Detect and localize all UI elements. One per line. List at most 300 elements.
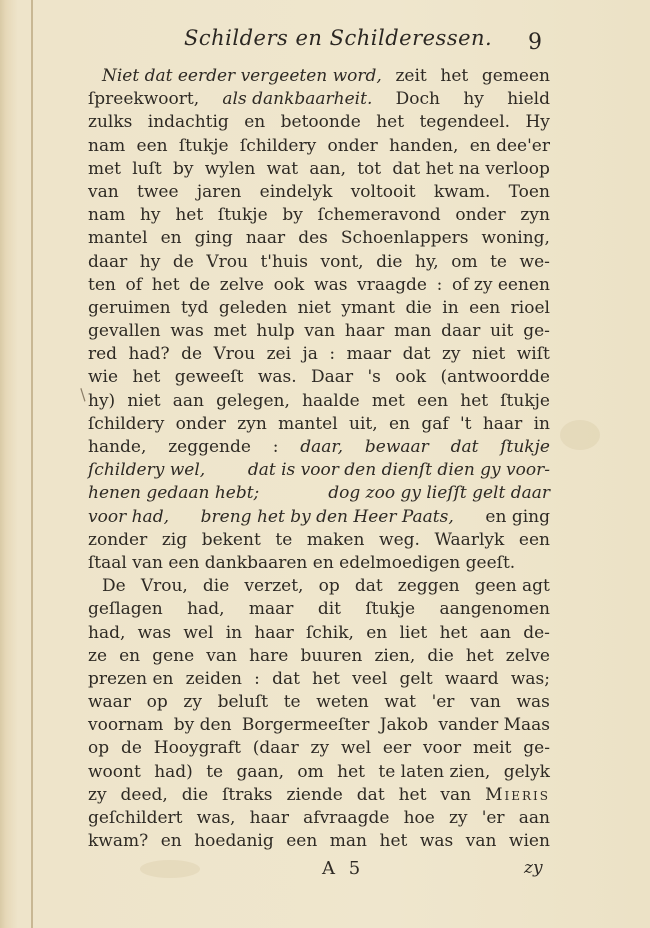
word: van — [440, 784, 472, 805]
word: wie — [88, 367, 119, 388]
word: op — [88, 738, 110, 759]
word: ziende — [286, 784, 343, 805]
word: eindelyk — [259, 181, 333, 202]
word: 't — [460, 413, 472, 434]
word: Vrou — [206, 251, 248, 272]
word: was — [419, 831, 454, 852]
text-line — [88, 135, 550, 158]
word: met — [88, 158, 122, 179]
word: van — [206, 645, 237, 666]
word: man — [394, 321, 432, 342]
word: was — [137, 622, 172, 643]
word: tot — [357, 158, 382, 179]
word: beluſt — [217, 692, 269, 713]
word: (daar — [252, 738, 299, 759]
word: niet — [127, 390, 161, 411]
word: wat — [266, 158, 299, 179]
word: daar — [441, 321, 481, 342]
word: voltooit — [350, 181, 416, 202]
word: aan — [172, 390, 205, 411]
word: hy — [139, 251, 161, 272]
word: zig — [161, 529, 188, 550]
word: : — [272, 437, 279, 457]
paper-stain — [560, 420, 600, 450]
word: Niet dat eerder vergeeten word, — [102, 66, 382, 86]
word: het — [440, 66, 469, 86]
word: waar — [88, 692, 131, 713]
text-line — [88, 737, 550, 760]
page-footer — [0, 858, 650, 882]
text-line — [88, 88, 550, 111]
word: haar — [344, 321, 385, 342]
word: vont, — [320, 251, 364, 272]
text-line — [88, 761, 550, 784]
word: en — [119, 645, 141, 666]
word: en dee'er — [469, 135, 550, 156]
word: dat — [450, 437, 479, 457]
word: aan, — [309, 158, 346, 179]
text-line — [88, 482, 550, 505]
text-line — [88, 251, 550, 274]
word: : — [436, 274, 443, 295]
word: zy — [441, 344, 461, 365]
word: en ging — [485, 506, 550, 527]
word: in — [442, 297, 459, 318]
word: bewaar — [364, 437, 429, 457]
text-line — [88, 622, 550, 645]
word: te — [490, 251, 507, 272]
word: ge- — [523, 321, 550, 342]
word: Hy — [525, 112, 550, 133]
word: onder — [455, 205, 506, 226]
word: twee — [137, 181, 179, 202]
word: maar — [346, 344, 392, 365]
word: mantel — [88, 228, 148, 249]
word: het — [460, 390, 489, 411]
word: niet — [297, 297, 331, 318]
word: wien — [508, 831, 550, 852]
word: woning, — [481, 228, 550, 249]
word: met — [371, 390, 405, 411]
word: ſchemeravond — [317, 205, 441, 226]
text-line — [88, 204, 550, 227]
word: geleden — [218, 297, 288, 318]
word: ge- — [523, 738, 550, 759]
word: de — [120, 738, 142, 759]
word: gevallen — [88, 321, 161, 342]
word: een — [518, 529, 550, 550]
word: hy) — [88, 390, 116, 411]
text-line — [88, 598, 550, 621]
word: van — [88, 181, 119, 202]
text-line — [88, 320, 550, 343]
word: het — [465, 645, 494, 666]
text-line — [88, 413, 550, 436]
word: dit — [317, 599, 341, 620]
text-line — [88, 158, 550, 181]
word: aangenomen — [439, 599, 550, 620]
word: 'er — [431, 692, 455, 713]
word: dat is voor den dienſt dien gy voor- — [247, 460, 550, 481]
word: dat — [356, 784, 385, 805]
word: of zy eenen — [451, 274, 550, 295]
word: uit — [490, 321, 514, 342]
word: Vrou — [213, 344, 256, 365]
word: ook — [273, 274, 305, 295]
word: haar — [482, 413, 523, 434]
word: zyn — [237, 413, 267, 434]
word: dat — [272, 668, 300, 689]
word: te — [206, 761, 224, 782]
word: zelve — [219, 274, 264, 295]
word: een — [136, 135, 168, 156]
word: ten — [88, 274, 116, 295]
word: te laten zien, — [378, 761, 491, 782]
word: geweeſt — [174, 367, 244, 388]
word: deed, — [120, 784, 168, 805]
word: Mieris — [485, 784, 550, 805]
word: dat — [402, 344, 431, 365]
word: was — [170, 321, 204, 342]
word: die — [202, 576, 230, 597]
word: het — [175, 205, 204, 226]
word: ſchildery — [88, 413, 165, 434]
word: en — [160, 831, 182, 852]
word: voornam — [88, 715, 164, 736]
word: maken — [306, 529, 365, 550]
word: mantel — [278, 413, 338, 434]
word: haalde — [302, 390, 360, 411]
word: prezen en — [88, 668, 174, 689]
word: zei — [266, 344, 292, 365]
word: handen, — [389, 135, 459, 156]
word: en — [388, 413, 410, 434]
word: zyn — [520, 205, 550, 226]
word: die — [376, 251, 403, 272]
word: daar, — [300, 437, 344, 457]
text-line — [88, 506, 550, 529]
text-line — [88, 65, 550, 88]
word: haar — [249, 808, 289, 828]
word: ſtraks — [222, 784, 273, 805]
word: wylen — [204, 158, 256, 179]
word: te — [283, 692, 301, 713]
word: luſt — [132, 158, 162, 179]
word: zeit — [395, 66, 427, 86]
word: dat het na verloop — [392, 158, 550, 179]
word: we- — [519, 251, 550, 272]
word: hande, — [88, 437, 147, 457]
word: hy — [139, 205, 161, 226]
word: 'er — [481, 808, 505, 828]
text-line — [88, 227, 550, 250]
word: vander Maas — [438, 715, 550, 736]
word: hy, — [415, 251, 439, 272]
word: Hooygraft — [153, 738, 241, 759]
word: veel — [352, 668, 388, 689]
text-line — [88, 366, 550, 389]
word: van — [465, 831, 497, 852]
word: by — [282, 205, 303, 226]
word: eer — [382, 738, 412, 759]
word: indachtig — [147, 112, 229, 133]
word: zeiden — [185, 668, 242, 689]
word: ſtukje — [500, 437, 550, 457]
body-text — [88, 65, 550, 853]
word: was — [516, 692, 550, 713]
word: gaf — [421, 413, 449, 434]
word: : — [329, 344, 336, 365]
word: had? — [128, 344, 170, 365]
word: kwam. — [433, 181, 491, 202]
word: breng het by den Heer Paats, — [200, 506, 454, 527]
word: voor — [422, 738, 462, 759]
word: te — [275, 529, 293, 550]
word: de- — [523, 622, 550, 643]
word: 's — [367, 367, 381, 388]
word: zeggen — [397, 576, 460, 597]
word: een — [469, 297, 501, 318]
text-line — [88, 645, 550, 668]
text-line — [88, 436, 550, 459]
word: gene — [152, 645, 195, 666]
word: vraagde — [357, 274, 427, 295]
word: en — [244, 112, 266, 133]
word: by — [173, 158, 194, 179]
word: ſtukje — [365, 599, 416, 620]
catchword: zy — [524, 858, 543, 878]
word: haar — [254, 622, 294, 643]
word: afvraagde — [303, 808, 390, 828]
word: was, — [196, 808, 236, 828]
word: Jakob — [379, 715, 429, 736]
word: onder — [175, 413, 226, 434]
word: hare — [249, 645, 289, 666]
text-line — [88, 111, 550, 134]
word: zy — [183, 692, 202, 713]
word: rioel — [510, 297, 550, 318]
text-line — [88, 807, 550, 830]
word: het — [151, 274, 180, 295]
word: De — [102, 576, 126, 597]
word: uit, — [349, 413, 378, 434]
word: kwam? — [88, 831, 149, 852]
word: woont — [88, 761, 141, 782]
word: nam — [88, 135, 126, 156]
word: de — [172, 251, 194, 272]
word: op — [146, 692, 168, 713]
word: gaan, — [236, 761, 285, 782]
word: was. — [257, 367, 297, 388]
word: die — [181, 784, 209, 805]
word: de — [189, 274, 211, 295]
word: betoonde — [280, 112, 361, 133]
word: ja — [302, 344, 318, 365]
text-line — [88, 552, 550, 575]
word: om — [451, 251, 478, 272]
running-title: Schilders en Schilderessen. — [184, 26, 493, 50]
word: ſtukje — [500, 390, 550, 411]
word: zeggende — [168, 437, 251, 457]
word: zulks — [88, 112, 133, 133]
word: die — [405, 297, 432, 318]
word: zy — [448, 808, 468, 828]
word: met — [213, 321, 247, 342]
word: Borgermeeſter — [241, 715, 370, 736]
gutter-edge — [31, 0, 33, 928]
word: onder — [327, 135, 378, 156]
word: des — [298, 228, 328, 249]
word: dog zoo gy lieſſt gelt daar — [328, 483, 550, 504]
word: in — [533, 413, 550, 434]
word: Waarlyk — [434, 529, 505, 550]
word: zien, — [374, 645, 416, 666]
word: ſtukje — [217, 205, 268, 226]
word: t'huis — [260, 251, 309, 272]
word: Vrou, — [140, 576, 188, 597]
word: van — [470, 692, 501, 713]
word: ſchildery — [239, 135, 317, 156]
word: tyd — [181, 297, 209, 318]
word: aan — [479, 622, 511, 643]
word: buuren — [300, 645, 363, 666]
page-number: 9 — [528, 30, 542, 55]
word: Daar — [311, 367, 354, 388]
word: ging — [194, 228, 233, 249]
word: weten — [316, 692, 369, 713]
word: jaren — [196, 181, 242, 202]
word: hy — [463, 89, 484, 110]
word: een — [417, 390, 449, 411]
word: het — [398, 784, 427, 805]
word: ſchik, — [306, 622, 354, 643]
word: ook — [395, 367, 427, 388]
text-line — [88, 691, 550, 714]
word: een — [286, 831, 318, 852]
word: naar — [245, 228, 286, 249]
text-line — [88, 297, 550, 320]
word: om — [297, 761, 324, 782]
word: : — [254, 668, 260, 689]
signature-mark: A 5 — [322, 858, 365, 879]
word: had, — [187, 599, 225, 620]
word: ſtaal van een dankbaaren en edelmoedigen geeſt. — [88, 552, 516, 573]
word: gelyk — [503, 761, 550, 782]
word: het — [376, 112, 405, 133]
word: waard — [444, 668, 499, 689]
word: maar — [248, 599, 294, 620]
word: zy — [88, 784, 107, 805]
text-line — [88, 181, 550, 204]
word: ſtukje — [178, 135, 229, 156]
word: meit — [473, 738, 512, 759]
word: had, — [88, 622, 126, 643]
text-line — [88, 668, 550, 691]
word: geſchildert — [88, 808, 183, 828]
word: bekent — [201, 529, 261, 550]
word: (antwoordde — [440, 367, 550, 388]
word: red — [88, 344, 118, 365]
text-line — [88, 784, 550, 807]
word: gelegen, — [216, 390, 290, 411]
word: aan — [518, 808, 550, 828]
word: henen gedaan hebt; — [88, 483, 260, 504]
word: verzet, — [244, 576, 304, 597]
word: was — [314, 274, 348, 295]
word: nam — [88, 205, 126, 226]
word: op — [318, 576, 340, 597]
word: het — [439, 622, 468, 643]
word: ſchildery wel, — [88, 460, 206, 481]
word: wel — [183, 622, 214, 643]
text-line — [88, 390, 550, 413]
word: hoedanig — [194, 831, 274, 852]
text-line — [88, 343, 550, 366]
word: liet — [399, 622, 428, 643]
word: hoe — [403, 808, 435, 828]
word: tegendeel. — [419, 112, 511, 133]
word: het — [379, 831, 408, 852]
word: en — [160, 228, 182, 249]
word: geſlagen — [88, 599, 163, 620]
word: weg. — [379, 529, 420, 550]
word: de — [181, 344, 203, 365]
word: voor had, — [88, 506, 169, 527]
word: by den — [173, 715, 232, 736]
word: had) — [154, 761, 193, 782]
word: hulp — [256, 321, 295, 342]
word: ze — [88, 645, 108, 666]
word: en — [366, 622, 388, 643]
word: gemeen — [481, 66, 550, 86]
word: ymant — [341, 297, 395, 318]
word: geruimen — [88, 297, 171, 318]
word: niet — [471, 344, 506, 365]
word: het — [132, 367, 161, 388]
page-header — [0, 26, 650, 56]
text-line — [88, 575, 550, 598]
word: zy — [310, 738, 330, 759]
text-line — [88, 830, 550, 853]
word: geen agt — [474, 576, 550, 597]
word: wat — [384, 692, 416, 713]
word: daar — [88, 251, 128, 272]
word: van — [304, 321, 336, 342]
text-line — [88, 274, 550, 297]
word: hield — [507, 89, 550, 110]
word: zonder — [88, 529, 148, 550]
text-line — [88, 714, 550, 737]
word: ſpreekwoort, — [88, 89, 200, 110]
text-line — [88, 529, 550, 552]
text-line — [88, 459, 550, 482]
word: Toen — [508, 181, 550, 202]
word: het — [312, 668, 340, 689]
word: was; — [510, 668, 550, 689]
word: wiſt — [516, 344, 550, 365]
word: als dankbaarheit. — [222, 89, 373, 110]
word: wel — [340, 738, 372, 759]
word: die — [427, 645, 454, 666]
word: Schoenlappers — [340, 228, 469, 249]
word: in — [225, 622, 243, 643]
word: gelt — [399, 668, 433, 689]
word: Doch — [395, 89, 441, 110]
word: het — [337, 761, 365, 782]
word: dat — [354, 576, 383, 597]
word: zelve — [505, 645, 550, 666]
margin-pen-mark: / — [75, 385, 91, 404]
